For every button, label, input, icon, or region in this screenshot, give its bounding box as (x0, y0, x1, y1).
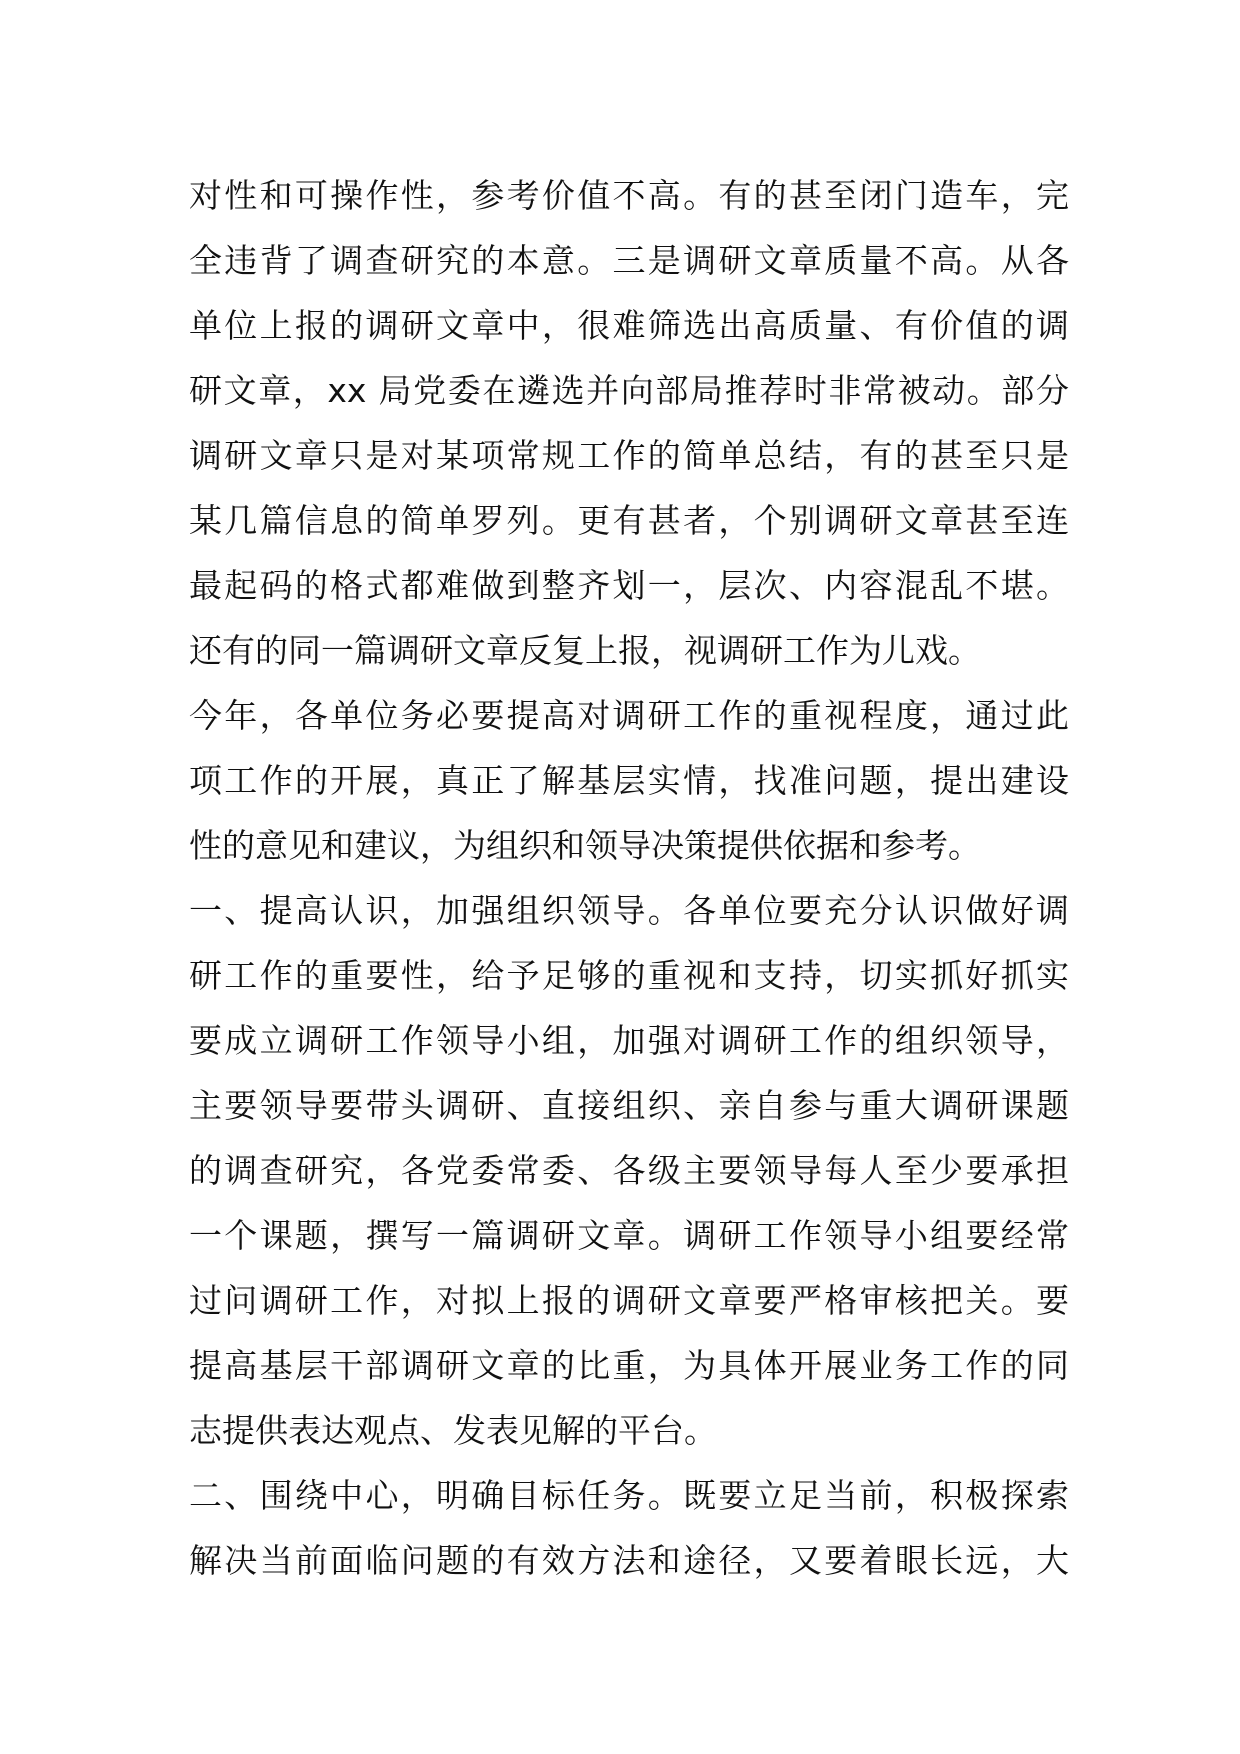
text-line: 研工作的重要性，给予足够的重视和支持，切实抓好抓实 (189, 956, 1069, 995)
text-line: 的调查研究，各党委常委、各级主要领导每人至少要承担 (189, 1151, 1069, 1190)
text-line: 主要领导要带头调研、直接组织、亲自参与重大调研课题 (189, 1086, 1069, 1125)
text-line: 志提供表达观点、发表见解的平台。 (189, 1411, 717, 1450)
text-line: 全违背了调查研究的本意。三是调研文章质量不高。从各 (189, 241, 1069, 280)
text-line: 解决当前面临问题的有效方法和途径，又要着眼长远，大 (189, 1541, 1069, 1580)
text-line: 要成立调研工作领导小组，加强对调研工作的组织领导， (189, 1021, 1069, 1060)
text-line: 研文章，xx 局党委在遴选并向部局推荐时非常被动。部分 (189, 371, 1069, 410)
text-line: 一个课题，撰写一篇调研文章。调研工作领导小组要经常 (189, 1216, 1069, 1255)
text-line: 今年，各单位务必要提高对调研工作的重视程度，通过此 (189, 696, 1069, 735)
text-line: 提高基层干部调研文章的比重，为具体开展业务工作的同 (189, 1346, 1069, 1385)
text-line: 还有的同一篇调研文章反复上报，视调研工作为儿戏。 (189, 631, 981, 670)
body-text (189, 163, 1069, 1593)
text-line: 性的意见和建议，为组织和领导决策提供依据和参考。 (189, 826, 981, 865)
text-line: 对性和可操作性，参考价值不高。有的甚至闭门造车，完 (189, 176, 1069, 215)
text-line: 二、围绕中心，明确目标任务。既要立足当前，积极探索 (189, 1476, 1069, 1515)
text-line: 项工作的开展，真正了解基层实情，找准问题，提出建设 (189, 761, 1069, 800)
text-line: 一、提高认识，加强组织领导。各单位要充分认识做好调 (189, 891, 1069, 930)
text-line: 单位上报的调研文章中，很难筛选出高质量、有价值的调 (189, 306, 1069, 345)
text-line: 某几篇信息的简单罗列。更有甚者，个别调研文章甚至连 (189, 501, 1069, 540)
text-line: 过问调研工作，对拟上报的调研文章要严格审核把关。要 (189, 1281, 1069, 1320)
text-line: 调研文章只是对某项常规工作的简单总结，有的甚至只是 (189, 436, 1069, 475)
text-line: 最起码的格式都难做到整齐划一，层次、内容混乱不堪。 (189, 566, 1069, 605)
